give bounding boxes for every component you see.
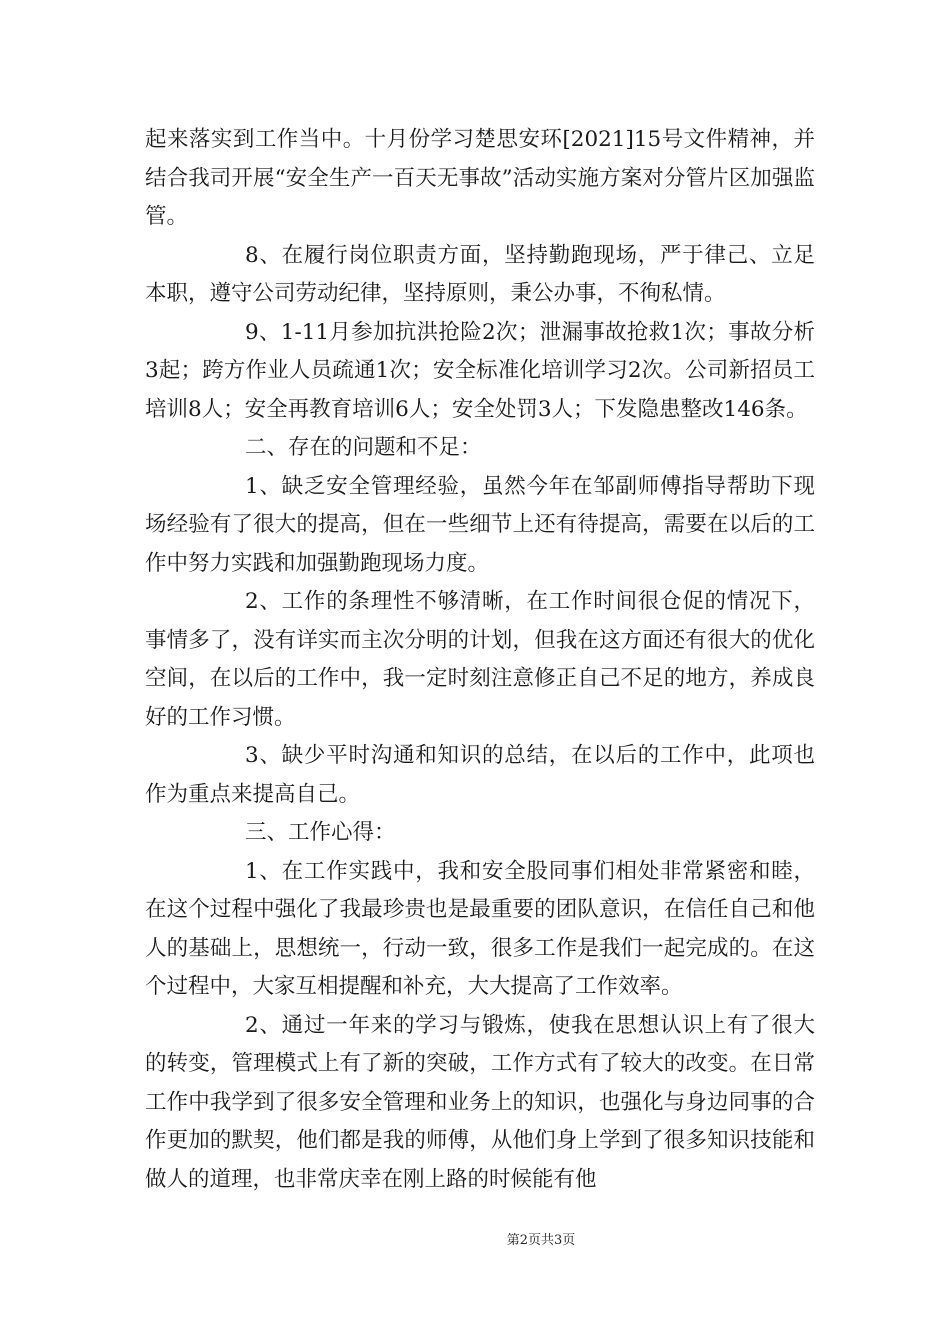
paragraph-problem-1: 1、缺乏安全管理经验，虽然今年在邹副师傅指导帮助下现场经验有了很大的提高，但在一些细节上还有待提高，需要在以后的工作中努力实践和加强勤跑现场力度。 [145, 473, 815, 576]
paragraph-item-9: 9、1-11月参加抗洪抢险2次；泄漏事故抢救1次；事故分析3起；跨方作业人员疏通1次；安全标准化培训学习2次。公司新招员工培训8人；安全再教育培训6人；安全处罚3人；下发隐患整改146条。 [145, 319, 815, 422]
paragraph-problem-3: 3、缺少平时沟通和知识的总结，在以后的工作中，此项也作为重点来提高自己。 [145, 743, 815, 807]
paragraph-experience-2: 2、通过一年来的学习与锻炼，使我在思想认识上有了很大的转变，管理模式上有了新的突破，工作方式有了较大的改变。在日常工作中我学到了很多安全管理和业务上的知识，也强化与身边同事的合作更加的默契，他们都是我的师傅，从他们身上学到了很多知识技能和做人的道理，也非常庆幸在刚上路的时候能有他 [145, 1012, 815, 1192]
page-number-footer: 第2页共3页 [506, 1233, 576, 1248]
section-heading-problems: 二、存在的问题和不足： [245, 435, 482, 460]
paragraph-problem-2: 2、工作的条理性不够清晰，在工作时间很仓促的情况下，事情多了，没有详实而主次分明的计划，但我在这方面还有很大的优化空间，在以后的工作中，我一定时刻注意修正自己不足的地方，养成良好的工作习惯。 [145, 589, 815, 730]
section-heading-experience: 三、工作心得： [245, 820, 396, 845]
paragraph-experience-1: 1、在工作实践中，我和安全股同事们相处非常紧密和睦，在这个过程中强化了我最珍贵也是最重要的团队意识，在信任自己和他人的基础上，思想统一，行动一致，很多工作是我们一起完成的。在这个过程中，大家互相提醒和补充，大大提高了工作效率。 [145, 858, 815, 999]
document-body [145, 121, 815, 1199]
paragraph-item-8: 8、在履行岗位职责方面，坚持勤跑现场，严于律己、立足本职，遵守公司劳动纪律，坚持原则，秉公办事，不徇私情。 [145, 242, 815, 306]
paragraph-continuation: 起来落实到工作当中。十月份学习楚思安环[2021]15号文件精神，并结合我司开展“安全生产一百天无事故”活动实施方案对分管片区加强监管。 [145, 127, 815, 229]
